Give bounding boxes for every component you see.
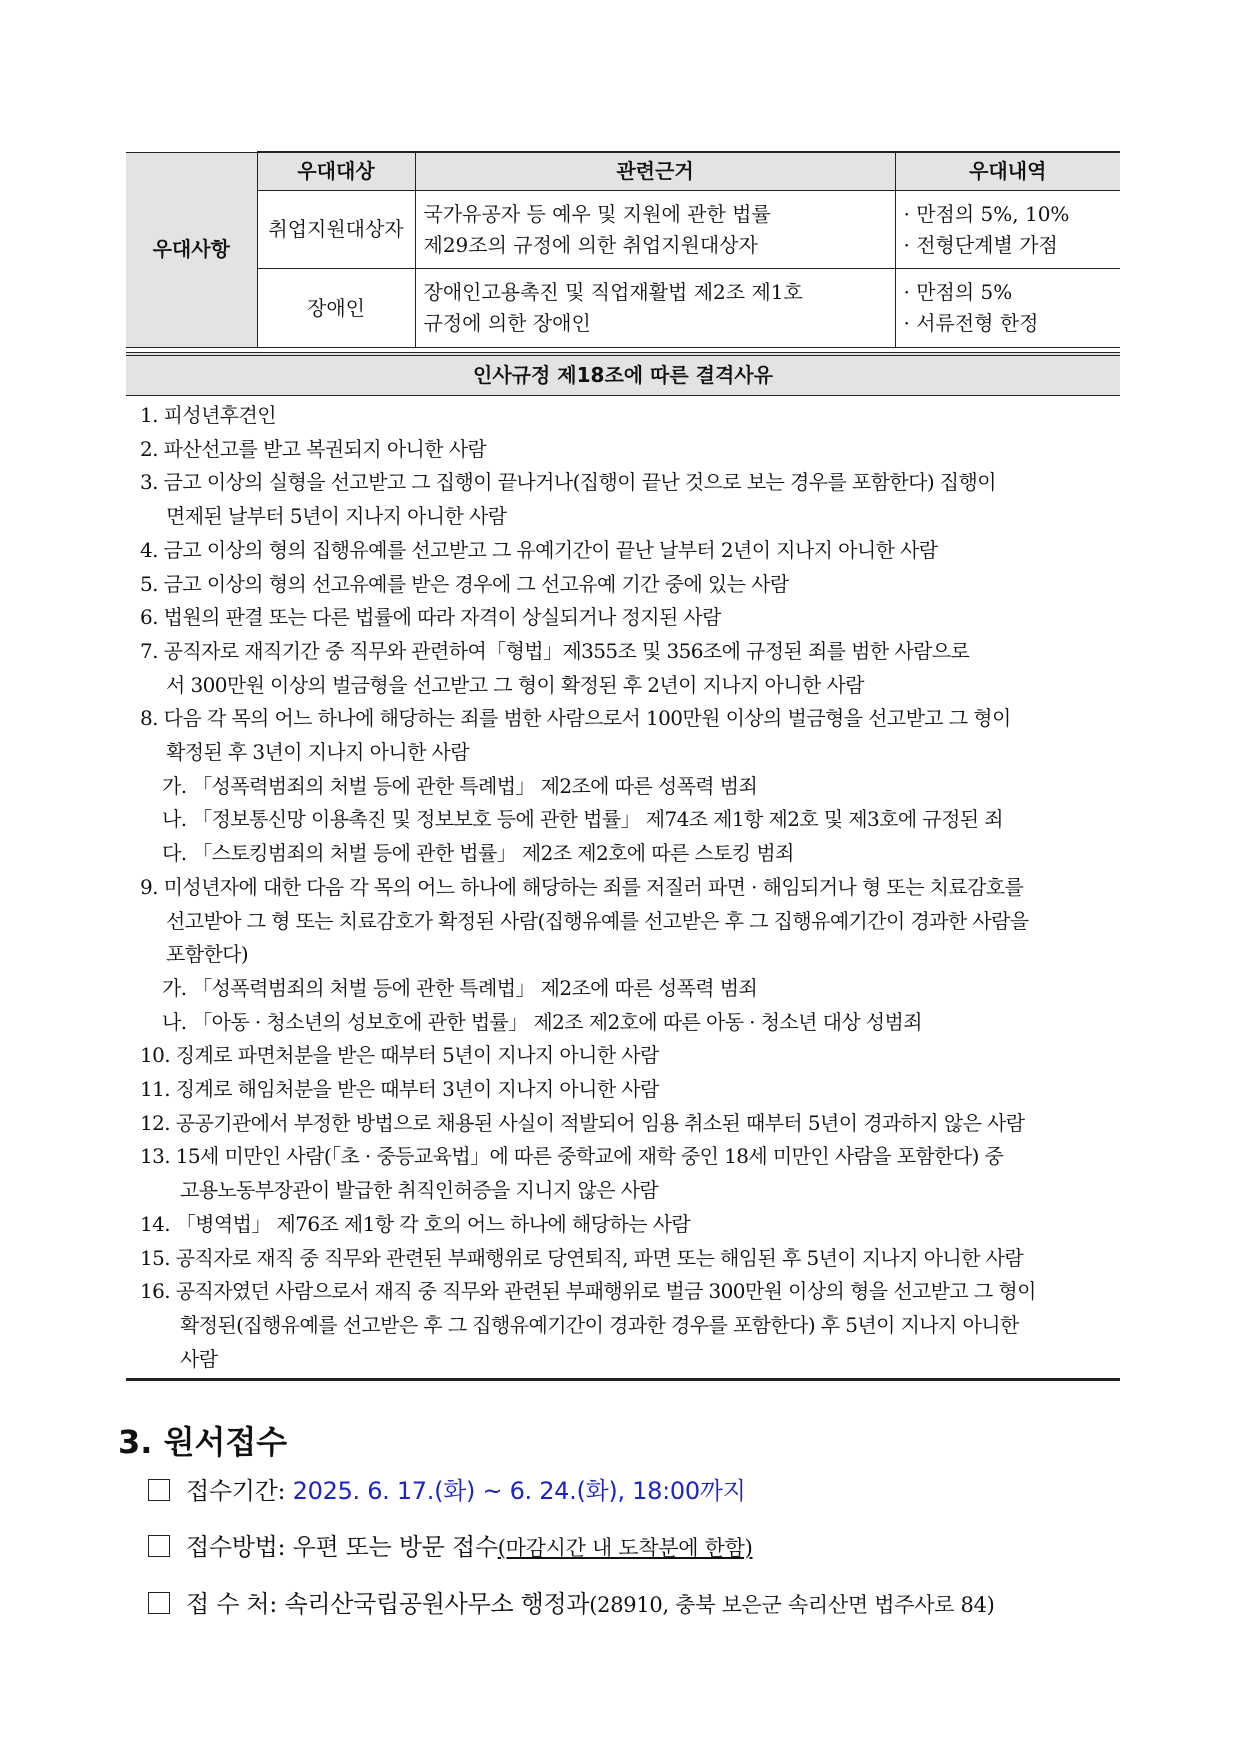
list-item: 사람 bbox=[180, 1346, 218, 1371]
method-note: (마감시간 내 도착분에 한함) bbox=[497, 1536, 753, 1560]
list-item: 10. 징계로 파면처분을 받은 때부터 5년이 지나지 아니한 사람 bbox=[140, 1043, 659, 1068]
list-item: 4. 금고 이상의 형의 집행유예를 선고받고 그 유예기간이 끝난 날부터 2년이 지나지 아니한 사람 bbox=[140, 537, 938, 562]
list-item: 7. 공직자로 재직기간 중 직무와 관련하여「형법」제355조 및 356조에 규정된 죄를 범한 사람으로 bbox=[140, 638, 970, 663]
preference-table bbox=[126, 151, 1120, 348]
list-item: 다. 「스토킹범죄의 처벌 등에 관한 법률」 제2조 제2호에 따른 스토킹 범죄 bbox=[162, 841, 794, 866]
list-item: 나. 「정보통신망 이용촉진 및 정보보호 등에 관한 법률」 제74조 제1항 제2호 및 제3호에 규정된 죄 bbox=[162, 807, 1003, 832]
target-cell: 장애인 bbox=[257, 269, 415, 348]
checkbox-icon bbox=[148, 1479, 170, 1501]
benefit-line: · 만점의 5% bbox=[903, 280, 1013, 304]
target-cell: 취업지원대상자 bbox=[257, 191, 415, 269]
section-title: 3. 원서접수 bbox=[118, 1423, 288, 1461]
checkbox-icon bbox=[148, 1592, 170, 1614]
period-value: 2025. 6. 17.(화) ~ 6. 24.(화), 18:00까지 bbox=[292, 1477, 746, 1505]
benefit-line: · 서류전형 한정 bbox=[903, 311, 1039, 335]
table-row bbox=[126, 269, 1120, 348]
list-item: 6. 법원의 판결 또는 다른 법률에 따라 자격이 상실되거나 정지된 사람 bbox=[140, 605, 721, 630]
preference-row-header: 우대사항 bbox=[126, 152, 257, 348]
method-value: 우편 또는 방문 접수 bbox=[292, 1533, 498, 1561]
list-item: 15. 공직자로 재직 중 직무와 관련된 부패행위로 당연퇴직, 파면 또는 해임된 후 5년이 지나지 아니한 사람 bbox=[140, 1245, 1024, 1270]
application-method bbox=[148, 1530, 753, 1565]
application-place bbox=[148, 1587, 995, 1622]
list-item: 면제된 날부터 5년이 지나지 아니한 사람 bbox=[166, 504, 507, 529]
list-item: 가. 「성폭력범죄의 처벌 등에 관한 특례법」 제2조에 따른 성폭력 범죄 bbox=[162, 975, 758, 1000]
place-label: 접 수 처: bbox=[186, 1590, 278, 1618]
list-item: 14. 「병역법」 제76조 제1항 각 호의 어느 하나에 해당하는 사람 bbox=[140, 1211, 691, 1236]
list-item: 1. 피성년후견인 bbox=[140, 403, 276, 427]
list-item: 2. 파산선고를 받고 복권되지 아니한 사람 bbox=[140, 436, 487, 461]
benefit-cell bbox=[895, 191, 1120, 269]
benefit-line: · 전형단계별 가점 bbox=[903, 232, 1058, 257]
benefit-cell bbox=[895, 269, 1120, 348]
list-item: 확정된 후 3년이 지나지 아니한 사람 bbox=[166, 740, 469, 765]
table-row bbox=[126, 191, 1120, 269]
period-label: 접수기간: bbox=[186, 1477, 286, 1505]
column-header-benefit: 우대내역 bbox=[895, 152, 1120, 191]
place-note: (28910, 충북 보은군 속리산면 법주사로 84) bbox=[589, 1593, 995, 1617]
basis-line: 규정에 의한 장애인 bbox=[423, 311, 591, 335]
list-item: 8. 다음 각 목의 어느 하나에 해당하는 죄를 범한 사람으로서 100만원 이상의 벌금형을 선고받고 그 형이 bbox=[140, 706, 1011, 731]
divider bbox=[126, 1378, 1120, 1381]
method-label: 접수방법: bbox=[186, 1533, 286, 1561]
basis-cell bbox=[415, 191, 895, 269]
list-item: 11. 징계로 해임처분을 받은 때부터 3년이 지나지 아니한 사람 bbox=[140, 1077, 659, 1102]
disqualification-title: 인사규정 제18조에 따른 결격사유 bbox=[126, 352, 1120, 396]
list-item: 포함한다) bbox=[166, 942, 249, 967]
list-item: 13. 15세 미만인 사람(「초 · 중등교육법」에 따른 중학교에 재학 중인 18세 미만인 사람을 포함한다) 중 bbox=[140, 1144, 1004, 1169]
basis-line: 국가유공자 등 예우 및 지원에 관한 법률 bbox=[423, 201, 771, 226]
basis-line: 장애인고용촉진 및 직업재활법 제2조 제1호 bbox=[423, 280, 803, 304]
column-header-basis: 관련근거 bbox=[415, 152, 895, 191]
list-item: 나. 「아동 · 청소년의 성보호에 관한 법률」 제2조 제2호에 따른 아동 · 청소년 대상 성범죄 bbox=[162, 1009, 922, 1034]
list-item: 12. 공공기관에서 부정한 방법으로 채용된 사실이 적발되어 임용 취소된 때부터 5년이 경과하지 않은 사람 bbox=[140, 1110, 1025, 1135]
list-item: 3. 금고 이상의 실형을 선고받고 그 집행이 끝나거나(집행이 끝난 것으로 보는 경우를 포함한다) 집행이 bbox=[140, 470, 996, 495]
disqualification-list bbox=[140, 399, 1120, 1376]
checkbox-icon bbox=[148, 1535, 170, 1557]
list-item: 고용노동부장관이 발급한 취직인허증을 지니지 않은 사람 bbox=[180, 1178, 659, 1203]
list-item: 선고받아 그 형 또는 치료감호가 확정된 사람(집행유예를 선고받은 후 그 집행유예기간이 경과한 사람을 bbox=[166, 908, 1029, 933]
basis-line: 제29조의 규정에 의한 취업지원대상자 bbox=[423, 232, 758, 257]
column-header-target: 우대대상 bbox=[257, 152, 415, 191]
basis-cell bbox=[415, 269, 895, 348]
application-period bbox=[148, 1474, 746, 1508]
list-item: 가. 「성폭력범죄의 처벌 등에 관한 특례법」 제2조에 따른 성폭력 범죄 bbox=[162, 773, 758, 798]
list-item: 확정된(집행유예를 선고받은 후 그 집행유예기간이 경과한 경우를 포함한다) 후 5년이 지나지 아니한 bbox=[180, 1312, 1019, 1337]
benefit-line: · 만점의 5%, 10% bbox=[903, 201, 1070, 226]
list-item: 9. 미성년자에 대한 다음 각 목의 어느 하나에 해당하는 죄를 저질러 파면 · 해임되거나 형 또는 치료감호를 bbox=[140, 874, 1024, 899]
place-value: 속리산국립공원사무소 행정과 bbox=[284, 1590, 590, 1618]
list-item: 16. 공직자였던 사람으로서 재직 중 직무와 관련된 부패행위로 벌금 300만원 이상의 형을 선고받고 그 형이 bbox=[140, 1279, 1036, 1304]
list-item: 서 300만원 이상의 벌금형을 선고받고 그 형이 확정된 후 2년이 지나지 아니한 사람 bbox=[166, 672, 864, 697]
list-item: 5. 금고 이상의 형의 선고유예를 받은 경우에 그 선고유예 기간 중에 있는 사람 bbox=[140, 571, 789, 596]
